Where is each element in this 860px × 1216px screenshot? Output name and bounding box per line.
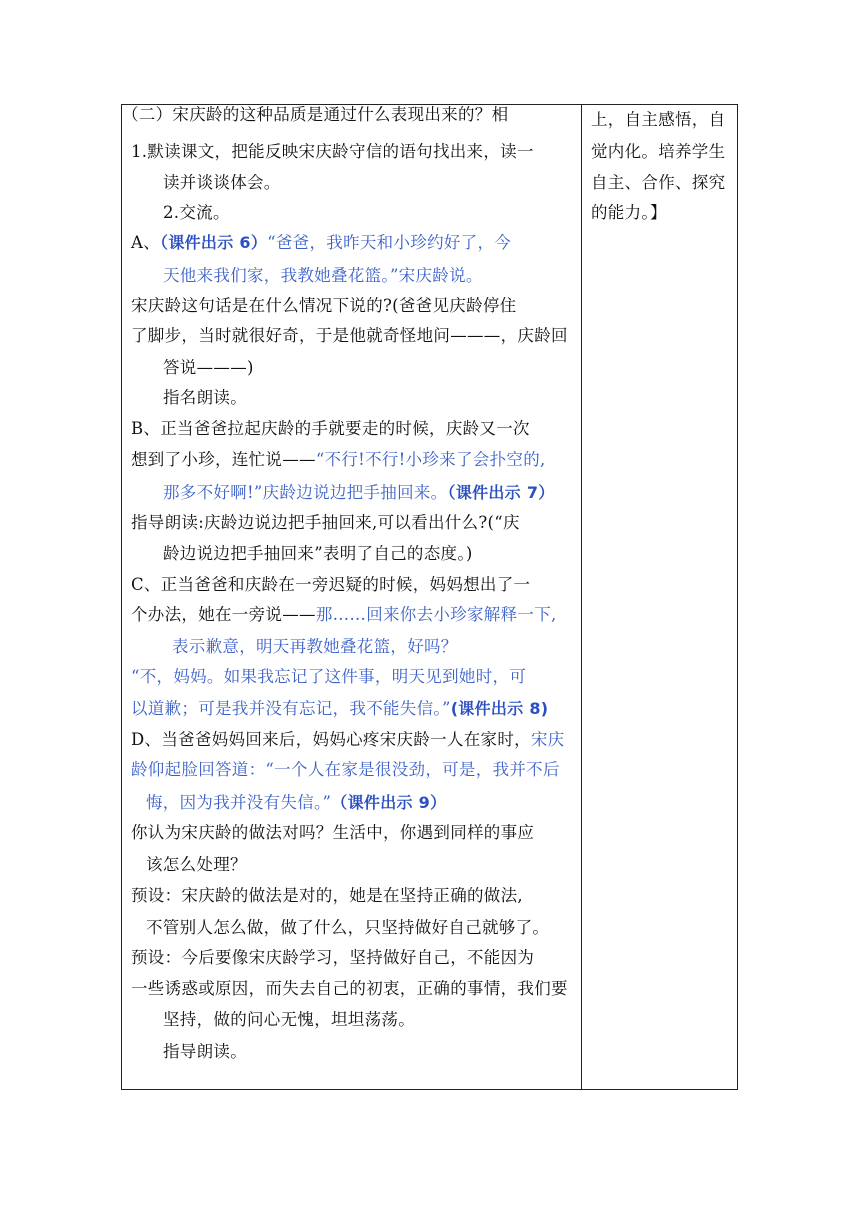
- text-run: 表示歉意，明天再教她叠花篮，好吗？: [172, 637, 458, 656]
- paragraph-line: [146, 918, 549, 938]
- paragraph-line: [131, 326, 568, 346]
- text-run: 龄仰起脸回答道：“一个人在家是很没劲，可是，我并不后: [131, 760, 560, 779]
- side-note-line: 自主、合作、探究: [591, 173, 726, 192]
- paragraph-line: [131, 730, 565, 750]
- text-run: （课件出示 9）: [331, 793, 447, 812]
- paragraph-line: [131, 667, 526, 687]
- paragraph-line: [131, 605, 557, 625]
- text-run: 悔，因为我并没有失信。”: [146, 793, 332, 812]
- main-column: [122, 105, 582, 1089]
- paragraph-line: [163, 483, 555, 503]
- text-run: A、: [131, 233, 161, 252]
- side-note-line: 觉内化。培养学生: [591, 142, 726, 161]
- text-run: “不，妈妈。如果我忘记了这件事，明天见到她时，可: [131, 667, 527, 686]
- text-run: 想到了小珍，连忙说——: [131, 450, 316, 469]
- paragraph-line: [131, 699, 548, 719]
- text-run: 指导朗读:庆龄边说边把手抽回来,可以看出什么?(“庆: [131, 513, 520, 532]
- paragraph-line: [163, 1042, 247, 1062]
- paragraph-line: [131, 419, 530, 439]
- paragraph-line: [146, 855, 247, 875]
- paragraph-line: [131, 886, 523, 906]
- text-run: 预设：宋庆龄的做法是对的，她是在坚持正确的做法,: [131, 886, 523, 905]
- text-run: （课件出示 6）: [160, 233, 268, 252]
- text-run: “爸爸，我昨天和小珍约好了，今: [267, 233, 512, 252]
- text-run: （二）宋庆龄的这种品质是通过什么表现出来的？相: [122, 105, 509, 124]
- text-run: 指名朗读。: [163, 388, 247, 407]
- paragraph-line: [131, 948, 534, 968]
- paragraph-line: [131, 513, 520, 533]
- paragraph-line: [131, 760, 560, 780]
- paragraph-line: [131, 450, 546, 470]
- paragraph-line: [131, 823, 534, 843]
- paragraph-line: [131, 296, 516, 316]
- paragraph-line: [163, 388, 247, 408]
- paragraph-line: [163, 358, 254, 378]
- text-run: 个办法，她在一旁说——: [131, 605, 316, 624]
- text-run: 一些诱惑或原因，而失去自己的初衷，正确的事情，我们要: [131, 979, 568, 998]
- text-run: 答说———): [163, 358, 254, 377]
- text-run: 读并谈谈体会。: [163, 173, 281, 192]
- text-run: 指导朗读。: [163, 1042, 247, 1061]
- paragraph-line: [131, 979, 568, 999]
- paragraph-line: [131, 142, 534, 162]
- content-table: [121, 104, 738, 1090]
- paragraph-line: [122, 105, 508, 125]
- text-run: “不行!不行!小珍来了会扑空的,: [315, 450, 546, 469]
- text-run: 了脚步，当时就很好奇，于是他就奇怪地问———，庆龄回: [131, 326, 568, 345]
- text-run: 预设：今后要像宋庆龄学习，坚持做好自己，不能因为: [131, 948, 535, 967]
- paragraph-line: [131, 575, 530, 595]
- text-run: 你认为宋庆龄的做法对吗？生活中，你遇到同样的事应: [131, 823, 535, 842]
- paragraph-line: [146, 793, 446, 813]
- text-run: B、正当爸爸拉起庆龄的手就要走的时候，庆龄又一次: [131, 419, 530, 438]
- side-note-line: 的能力。】: [591, 203, 667, 222]
- text-run: 那……回来你去小珍家解释一下,: [315, 605, 557, 624]
- paragraph-line: [131, 233, 511, 253]
- text-run: 龄边说边把手抽回来”表明了自己的态度。): [163, 544, 473, 563]
- text-run: （课件出示 7）: [447, 483, 555, 502]
- text-run: 以道歉；可是我并没有忘记，我不能失信。”: [131, 699, 451, 718]
- text-run: 坚持，做的问心无愧，坦坦荡荡。: [163, 1010, 415, 1029]
- paragraph-line: [163, 544, 473, 564]
- text-run: D、当爸爸妈妈回来后，妈妈心疼宋庆龄一人在家时，: [131, 730, 531, 749]
- text-run: 1.默读课文，把能反映宋庆龄守信的语句找出来，读一: [131, 142, 534, 161]
- text-run: 该怎么处理？: [146, 855, 247, 874]
- paragraph-line: [163, 1010, 415, 1030]
- text-run: 天他来我们家，我教她叠花篮。”宋庆龄说。: [163, 266, 483, 285]
- text-run: 那多不好啊!”庆龄边说边把手抽回来。: [163, 483, 448, 502]
- paragraph-line: [163, 173, 281, 193]
- text-run: C、正当爸爸和庆龄在一旁迟疑的时候，妈妈想出了一: [131, 575, 531, 594]
- paragraph-line: [163, 266, 483, 286]
- side-note-line: 上，自主感悟，自: [591, 110, 726, 129]
- text-run: 宋庆龄这句话是在什么情况下说的?(爸爸见庆龄停住: [131, 296, 517, 315]
- paragraph-line: [163, 203, 230, 223]
- text-run: 2.交流。: [163, 203, 230, 222]
- text-run: 不管别人怎么做，做了什么，只坚持做好自己就够了。: [146, 918, 550, 937]
- text-run: 宋庆: [530, 730, 565, 749]
- side-column: [582, 105, 737, 1089]
- paragraph-line: [172, 637, 458, 657]
- text-run: (课件出示 8): [450, 699, 549, 718]
